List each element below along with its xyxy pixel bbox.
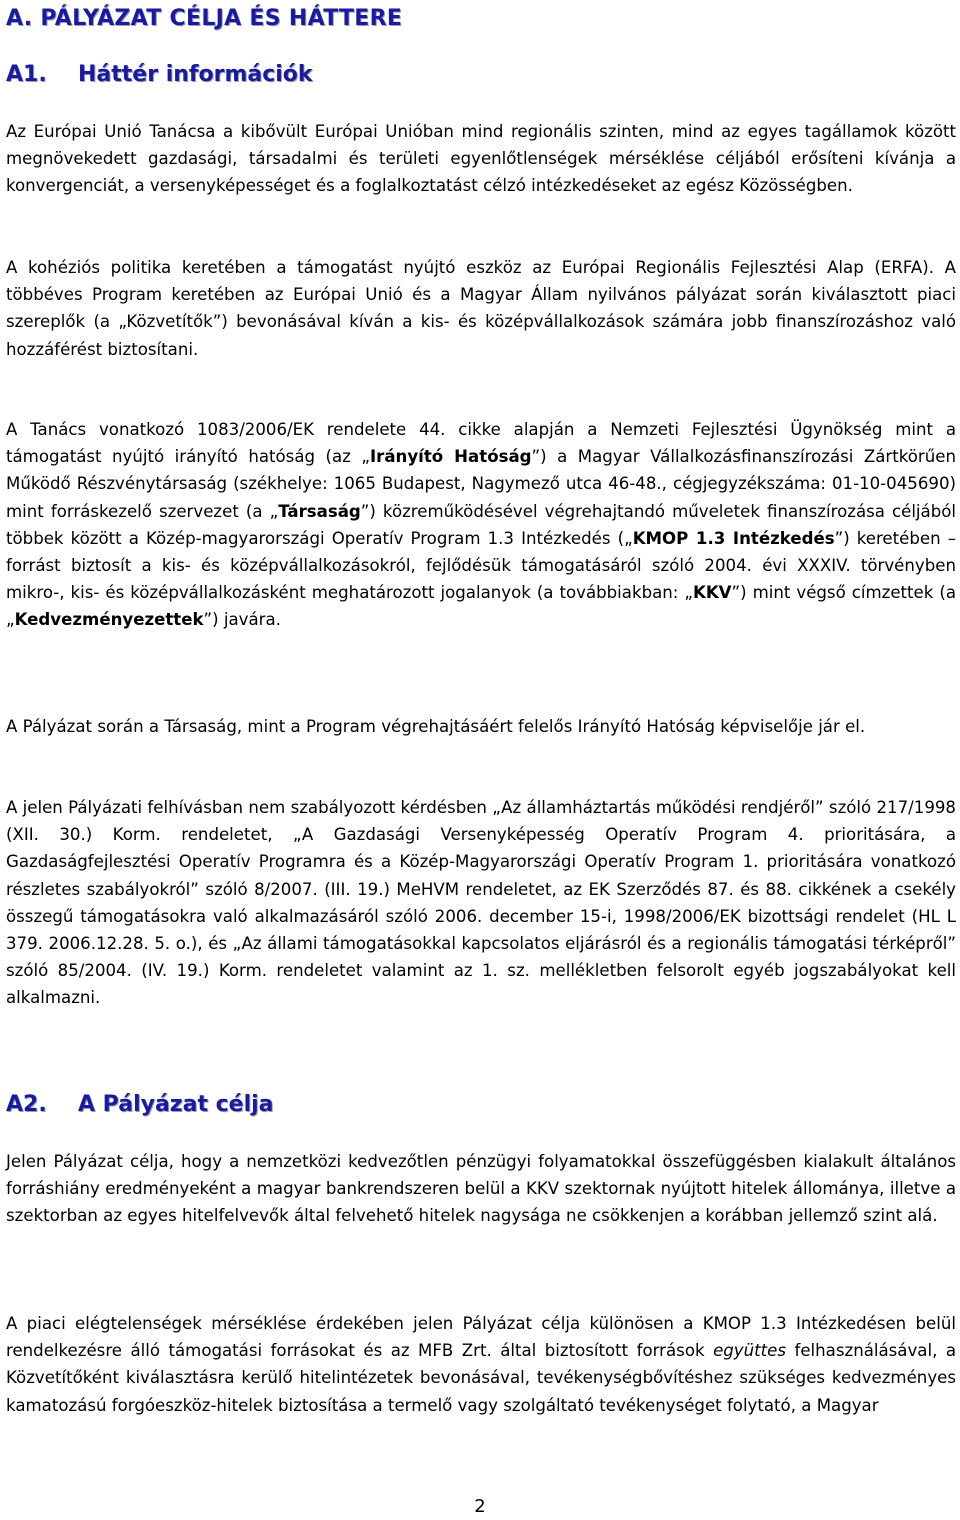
emphasized-term: Irányító Hatóság [369,447,532,467]
paragraph: A piaci elégtelenségek mérséklése érdekében jelen Pályázat célja különösen a KMOP 1.3 Intézkedésen belül rendelkezésre álló támogatási forrásokat és az MFB Zrt. által biztosított források együttes felhasználásával, a Közvetítőként kiválasztásra kerülő hitelintézetek bevonásával, tevékenységbővítéshez szükséges kedvezményes kamatozású forgóeszköz-hitelek biztosítása a termelő vagy szolgáltató tevékenységet folytató, a Magyar [6,1314,956,1415]
subsection-title: A Pályázat célja [78,1092,274,1117]
page-number: 2 [474,1496,486,1517]
emphasized-term: Társaság [278,501,361,521]
subsection-number: A2. [6,1092,47,1117]
paragraph: A jelen Pályázati felhívásban nem szabályozott kérdésben „Az államháztartás működési rendjéről” szóló 217/1998 (XII. 30.) Korm. rendeletet, „A Gazdasági Versenyképesség Operatív Program 4. prioritására, a Gazdaságfejlesztési Operatív Programra és a Közép-Magyarországi Operatív Program 1. prioritására vonatkozó részletes szabályokról” szóló 8/2007. (III. 19.) MeHVM rendeletet, az EK Szerződés 87. és 88. cikkének a csekély összegű támogatásokra való alkalmazásáról szóló 2006. december 15-i, 1998/2006/EK bizottsági rendelet (HL L 379. 2006.12.28. 5. o.), és „Az állami támogatásokkal kapcsolatos eljárásról és a regionális támogatási térképről” szóló 85/2004. (IV. 19.) Korm. rendeletet valamint az 1. sz. mellékletben felsorolt egyéb jogszabályokat kell alkalmazni. [6,798,956,1008]
subsection-number: A1. [6,62,47,87]
paragraph: A Tanács vonatkozó 1083/2006/EK rendelete 44. cikke alapján a Nemzeti Fejlesztési Ügynökség mint a támogatást nyújtó irányító hatóság (az „Irányító Hatóság”) a Magyar Vállalkozásfinanszírozási Zártkörűen Működő Részvénytársaság (székhelye: 1065 Budapest, Nagymező utca 46-48., cégjegyzékszáma: 01-10-045690) mint forráskezelő szervezet (a „Társaság”) közreműködésével végrehajtandó műveletek finanszírozása céljából többek között a Közép-magyarországi Operatív Program 1.3 Intézkedés („KMOP 1.3 Intézkedés”) keretében – forrást biztosít a kis- és középvállalkozásokról, fejlődésük támogatásáról szóló 2004. évi XXXIV. törvényben mikro-, kis- és középvállalkozásként meghatározott jogalanyok (a továbbiakban: „KKV”) mint végső címzettek (a „Kedvezményezettek”) javára. [6,420,957,630]
subsection-title: Háttér információk [78,62,313,87]
emphasized-term: együttes [713,1341,787,1361]
emphasized-term: KKV [692,583,732,603]
emphasized-term: KMOP 1.3 Intézkedés [632,528,835,548]
paragraph: A kohéziós politika keretében a támogatást nyújtó eszköz az Európai Regionális Fejlesztési Alap (ERFA). A többéves Program keretében az Európai Unió és a Magyar Állam nyilvános pályázat során kiválasztott piaci szereplők (a „Közvetítők”) bevonásával kíván a kis- és középvállalkozások számára jobb finanszírozáshoz való hozzáférést biztosítani. [6,258,957,359]
paragraph: Az Európai Unió Tanácsa a kibővült Európai Unióban mind regionális szinten, mind az egyes tagállamok között megnövekedett gazdasági, társadalmi és területi egyenlőtlenségek mérséklése céljából erősíteni kívánja a konvergenciát, a versenyképességet és a foglalkoztatást célzó intézkedéseket az egész Közösségben. [6,122,956,196]
paragraph: A Pályázat során a Társaság, mint a Program végrehajtásáért felelős Irányító Hatóság képviselője jár el. [6,717,866,736]
emphasized-term: Kedvezményezettek [14,610,204,630]
section-title: A. PÁLYÁZAT CÉLJA ÉS HÁTTERE [6,6,403,31]
paragraph: Jelen Pályázat célja, hogy a nemzetközi kedvezőtlen pénzügyi folyamatokkal összefüggésben kialakult általános forráshiány eredményeként a magyar bankrendszeren belül a KKV szektornak nyújtott hitelek állománya, illetve a szektorban az egyes hitelfelvevők által felvehető hitelek nagysága ne csökkenjen a korábban jellemző szint alá. [6,1152,956,1226]
subsection-heading-a2 [6,1092,274,1117]
subsection-heading-a1 [6,62,313,87]
